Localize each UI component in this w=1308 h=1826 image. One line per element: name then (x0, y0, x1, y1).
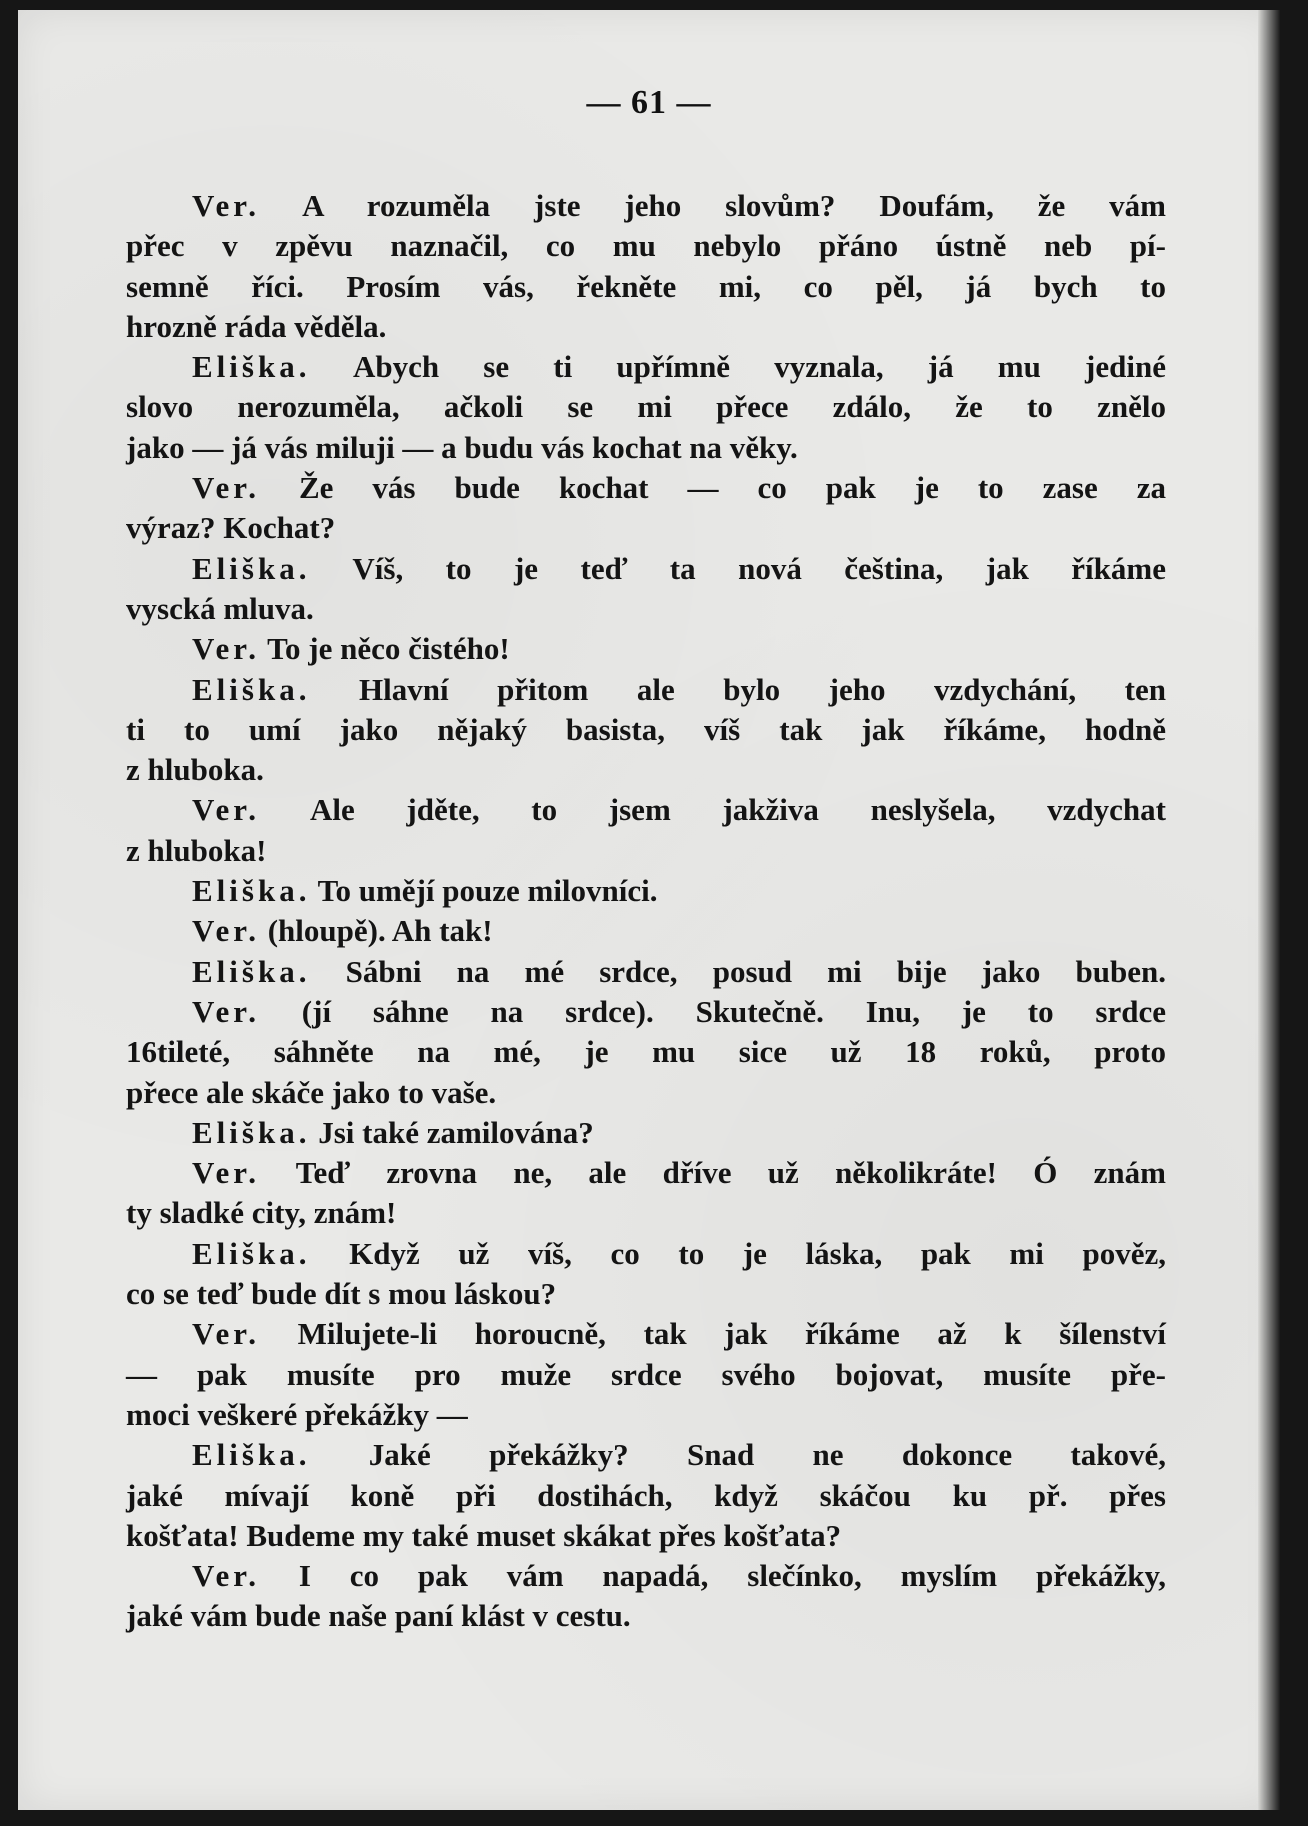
line-text: Ale jděte, to jsem jakživa neslyšela, vzdychat (259, 792, 1166, 828)
text-line (126, 549, 1166, 589)
text-line (126, 1032, 1166, 1072)
speaker-name: Ver. (192, 631, 260, 667)
text-line (126, 992, 1166, 1032)
line-text: 16tileté, sáhněte na mé, je mu sice už 18 roků, proto (126, 1034, 1166, 1070)
speaker-name: Eliška. (192, 671, 311, 707)
line-text: Milujete-li horoucně, tak jak říkáme až k šílenství (259, 1316, 1166, 1352)
text-line (126, 750, 1166, 790)
line-text: (jí sáhne na srdce). Skutečně. Inu, je to srdce (259, 993, 1166, 1029)
speaker-name: Ver. (192, 913, 260, 949)
text-line (126, 790, 1166, 830)
line-text: košťata! Budeme my také muset skákat přes košťata? (126, 1517, 842, 1553)
text-line (126, 1476, 1166, 1516)
text-line (126, 1556, 1166, 1596)
line-text: výraz? Kochat? (126, 510, 336, 546)
text-line (126, 1314, 1166, 1354)
line-text: vyscká mluva. (126, 590, 314, 626)
line-text: jaké mívají koně při dostihách, když skáčou ku př. přes (126, 1477, 1166, 1513)
speaker-name: Eliška. (192, 873, 311, 909)
text-line (126, 226, 1166, 266)
line-text: hrozně ráda věděla. (126, 308, 387, 344)
text-line (126, 629, 1166, 669)
body-text (126, 186, 1166, 1637)
speaker-name: Ver. (192, 1558, 260, 1594)
line-text: jaké vám bude naše paní klást v cestu. (126, 1598, 631, 1634)
speaker-name: Ver. (192, 792, 260, 828)
line-text: přec v zpěvu naznačil, co mu nebylo přáno ústně neb pí- (126, 228, 1166, 264)
line-text: Sábni na mé srdce, posud mi bije jako buben. (310, 953, 1166, 989)
line-text: Jaké překážky? Snad ne dokonce takové, (310, 1437, 1166, 1473)
line-text: co se teď bude dít s mou láskou? (126, 1276, 557, 1312)
speaker-name: Ver. (192, 1316, 260, 1352)
speaker-name: Eliška. (192, 1437, 311, 1473)
speaker-name: Eliška. (192, 1114, 311, 1150)
text-line (126, 589, 1166, 629)
line-text: I co pak vám napadá, slečínko, myslím překážky, (259, 1558, 1166, 1594)
line-text: z hluboka! (126, 832, 267, 868)
line-text: Že vás bude kochat — co pak je to zase za (259, 470, 1166, 506)
speaker-name: Eliška. (192, 349, 311, 385)
text-line (126, 1234, 1166, 1274)
text-line (126, 347, 1166, 387)
speaker-name: Ver. (192, 993, 260, 1029)
line-text: Když už víš, co to je láska, pak mi pověz, (310, 1235, 1166, 1271)
text-line (126, 952, 1166, 992)
line-text: jako — já vás miluji — a budu vás kochat na věky. (126, 429, 798, 465)
line-text: (hloupě). Ah tak! (259, 913, 493, 949)
line-text: Jsi také zamilována? (310, 1114, 594, 1150)
line-text: ti to umí jako nějaký basista, víš tak jak říkáme, hodně (126, 711, 1166, 747)
line-text: ty sladké city, znám! (126, 1195, 397, 1231)
line-text: Abych se ti upřímně vyznala, já mu jediné (310, 349, 1166, 385)
text-line (126, 871, 1166, 911)
speaker-name: Eliška. (192, 1235, 311, 1271)
text-line (126, 267, 1166, 307)
line-text: Víš, to je teď ta nová čeština, jak říkáme (310, 550, 1166, 586)
line-text: To je něco čistého! (259, 631, 510, 667)
text-line (126, 710, 1166, 750)
text-line (126, 1073, 1166, 1113)
text-line (126, 428, 1166, 468)
text-line (126, 1435, 1166, 1475)
text-line (126, 1153, 1166, 1193)
line-text: moci veškeré překážky — (126, 1396, 468, 1432)
text-line (126, 1113, 1166, 1153)
text-line (126, 307, 1166, 347)
text-line (126, 387, 1166, 427)
paper-sheet (18, 10, 1280, 1810)
line-text: semně říci. Prosím vás, řekněte mi, co pěl, já bych to (126, 268, 1166, 304)
speaker-name: Ver. (192, 188, 260, 223)
text-line (126, 1516, 1166, 1556)
text-line (126, 1193, 1166, 1233)
text-line (126, 468, 1166, 508)
speaker-name: Ver. (192, 470, 260, 506)
text-line (126, 186, 1166, 226)
line-text: z hluboka. (126, 752, 264, 788)
text-line (126, 1395, 1166, 1435)
line-text: slovo nerozuměla, ačkoli se mi přece zdálo, že to znělo (126, 389, 1166, 425)
text-line (126, 508, 1166, 548)
speaker-name: Eliška. (192, 550, 311, 586)
text-line (126, 1274, 1166, 1314)
page-edge-shadow (1258, 10, 1280, 1810)
line-text: Hlavní přitom ale bylo jeho vzdychání, ten (310, 671, 1166, 707)
line-text: — pak musíte pro muže srdce svého bojovat, musíte pře- (126, 1356, 1166, 1392)
line-text: přece ale skáče jako to vaše. (126, 1074, 497, 1110)
speaker-name: Ver. (192, 1155, 260, 1191)
line-text: A rozuměla jste jeho slovům? Doufám, že vám (259, 188, 1166, 223)
line-text: Teď zrovna ne, ale dříve už několikráte! Ó znám (259, 1155, 1166, 1191)
speaker-name: Eliška. (192, 953, 311, 989)
page-number: — 61 — (586, 84, 712, 121)
text-line (126, 670, 1166, 710)
text-line (126, 911, 1166, 951)
line-text: To umějí pouze milovníci. (310, 873, 658, 909)
text-line (126, 1596, 1166, 1636)
text-line (126, 831, 1166, 871)
text-line (126, 1355, 1166, 1395)
